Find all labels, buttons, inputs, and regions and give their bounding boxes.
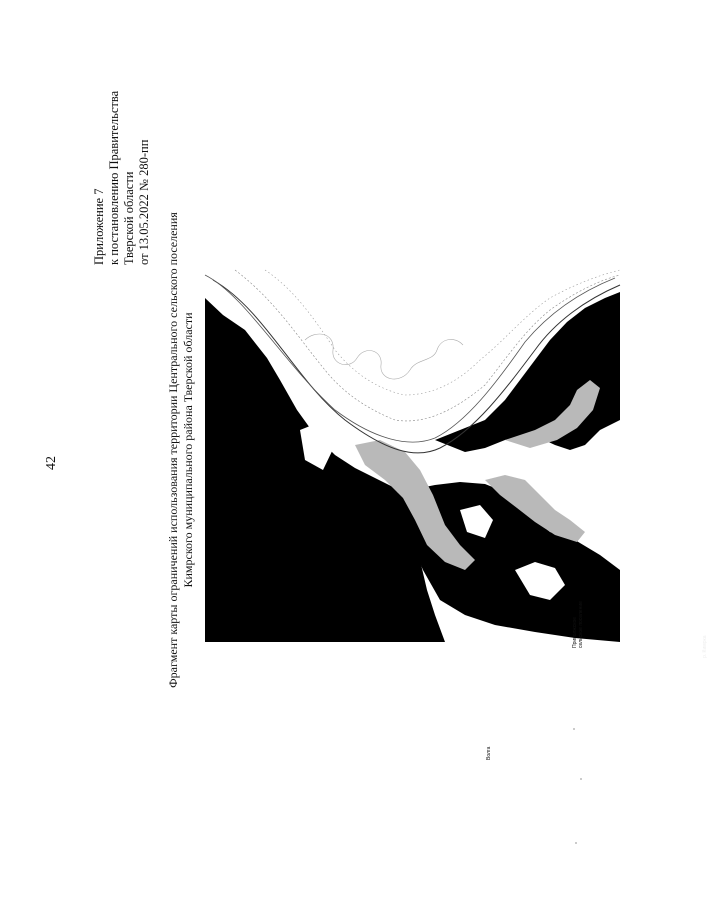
map-title-line-1: Фрагмент карты ограничений использования территории Центрального сельского поселения	[166, 212, 180, 688]
settlement-label	[572, 601, 584, 648]
settlement-label-line-2: сельское поселение	[578, 601, 584, 648]
river-contour	[305, 334, 463, 379]
scan-speck	[580, 778, 582, 780]
river-label: Волга	[486, 746, 492, 760]
small-map-label: р. Кимрка	[702, 635, 708, 658]
scan-speck	[573, 728, 575, 730]
lake-3	[550, 455, 590, 485]
appendix-line-4: от 13.05.2022 № 280-пп	[137, 139, 151, 265]
page-number: 42	[44, 456, 59, 470]
territory-east	[435, 292, 620, 452]
map-title-line-2: Кимрского муниципального района Тверской области	[180, 312, 195, 588]
map-graphic	[205, 270, 620, 642]
appendix-line-1: Приложение 7	[92, 188, 106, 265]
map-fragment	[205, 270, 708, 760]
scan-speck	[575, 842, 577, 844]
map-title	[166, 180, 195, 720]
settlement-label-line-1: Приволжское	[572, 616, 578, 648]
appendix-line-3: Тверской области	[122, 171, 136, 265]
appendix-line-2: к постановлению Правительства	[107, 90, 121, 265]
appendix-block	[92, 91, 152, 265]
